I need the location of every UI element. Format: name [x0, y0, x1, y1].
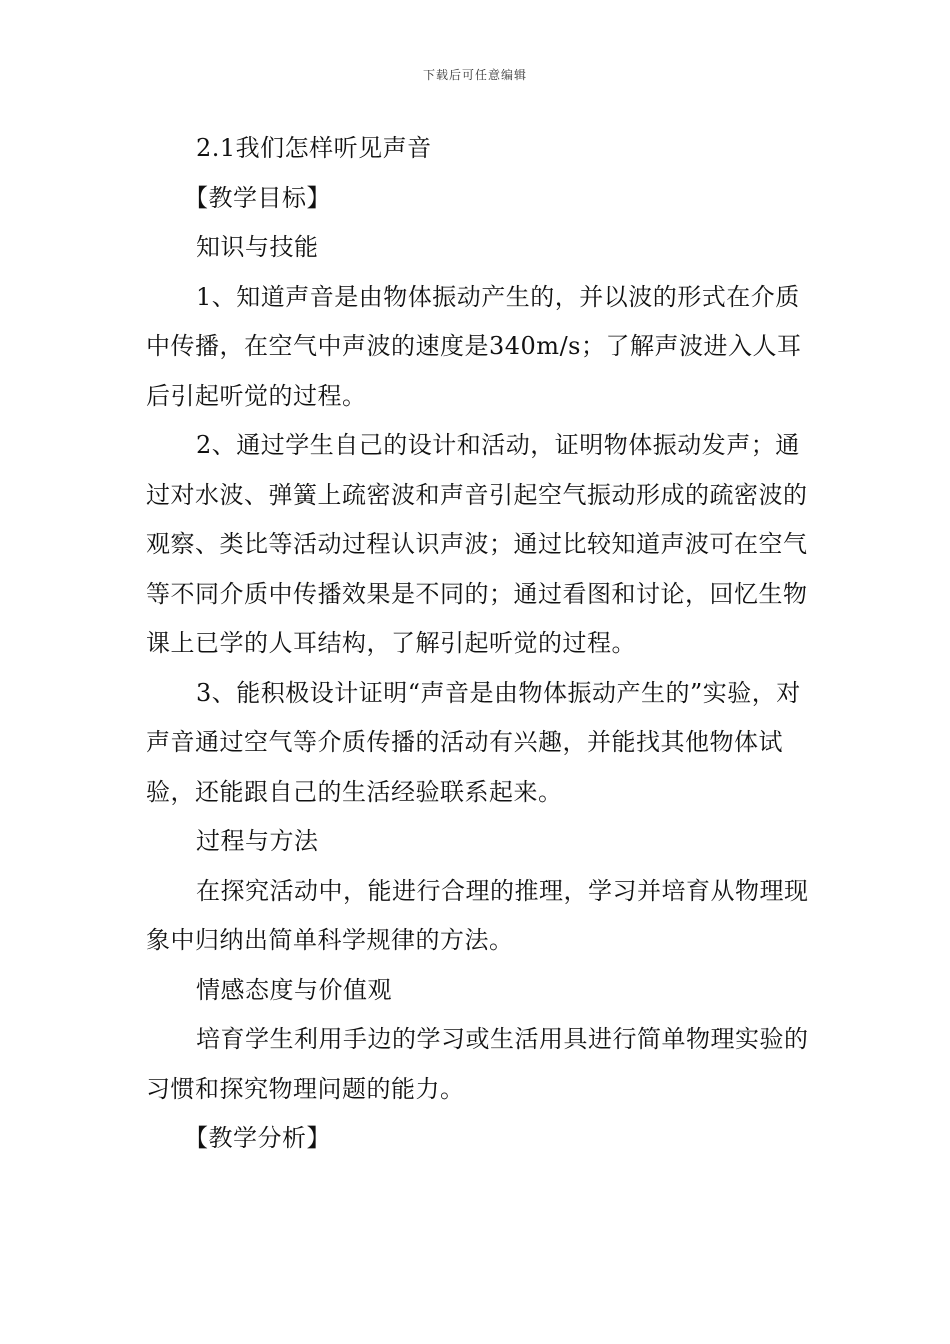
process-methods-heading: 过程与方法 — [196, 827, 319, 855]
teaching-analysis-heading: 【教学分析】 — [184, 1124, 331, 1152]
goal-item-1: 1、知道声音是由物体振动产生的，并以波的形式在介质中传播，在空气中声波的速度是340m/s；了解声波进入人耳后引起听觉的过程。 — [146, 282, 802, 410]
document-title: 2.1我们怎样听见声音 — [196, 134, 432, 162]
process-methods-text: 在探究活动中，能进行合理的推理，学习并培育从物理现象中归纳出简单科学规律的方法。 — [146, 876, 809, 954]
knowledge-skills-heading: 知识与技能 — [196, 233, 319, 261]
goal-item-3: 3、能积极设计证明“声音是由物体振动产生的”实验，对声音通过空气等介质传播的活动有兴趣，并能找其他物体试验，还能跟自己的生活经验联系起来。 — [146, 678, 801, 806]
attitude-heading: 情感态度与价值观 — [196, 975, 392, 1004]
goal-item-2: 2、通过学生自己的设计和活动，证明物体振动发声；通过对水波、弹簧上疏密波和声音引起空气振动形成的疏密波的观察、类比等活动过程认识声波；通过比较知道声波可在空气等不同介质中传播效果是不同的；通过看图和讨论，回忆生物课上已学的人耳结构，了解引起听觉的过程。 — [146, 431, 808, 657]
teaching-goals-heading: 【教学目标】 — [184, 183, 331, 212]
document-body — [146, 124, 814, 1164]
attitude-text: 培育学生利用手边的学习或生活用具进行简单物理实验的习惯和探究物理问题的能力。 — [146, 1025, 809, 1103]
header-note: 下载后可任意编辑 — [422, 68, 527, 82]
